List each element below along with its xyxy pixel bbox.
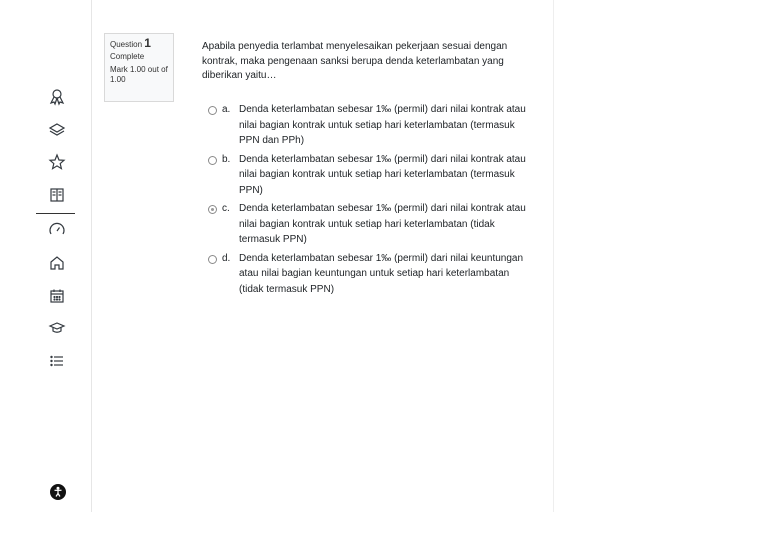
home-icon[interactable] (48, 254, 66, 272)
radio-button[interactable] (208, 156, 217, 165)
badges-icon[interactable] (48, 88, 66, 106)
star-icon[interactable] (48, 153, 66, 171)
question-label: Question (110, 40, 143, 49)
answer-text[interactable]: Denda keterlambatan sebesar 1‰ (permil) dari nilai kontrak atau nilai bagian kontrak untuk setiap hari keterlambatan (termasuk PPN) (239, 153, 526, 196)
answer-option-c[interactable] (206, 201, 536, 248)
question-info-box (104, 33, 174, 102)
answer-letter: a. (222, 104, 231, 115)
answer-letter: c. (222, 203, 230, 214)
list-icon[interactable] (48, 352, 66, 370)
question-number: 1 (144, 36, 151, 50)
answer-list (206, 102, 536, 300)
answer-text[interactable]: Denda keterlambatan sebesar 1‰ (permil) dari nilai kontrak atau nilai bagian kontrak untuk setiap hari keterlambatan (termasuk PPN dan PPh) (239, 104, 526, 146)
question-mark: Mark 1.00 out of 1.00 (110, 65, 168, 84)
question-number-line (110, 37, 168, 51)
answer-letter: d. (222, 252, 231, 264)
dashboard-icon[interactable] (48, 221, 66, 239)
answer-text[interactable]: Denda keterlambatan sebesar 1‰ (permil) dari nilai kontrak atau nilai bagian kontrak untuk setiap hari keterlambatan (tidak termasuk PPN) (239, 203, 526, 245)
answer-option-d[interactable] (206, 251, 536, 298)
layers-icon[interactable] (48, 121, 66, 139)
answer-letter: b. (222, 153, 231, 165)
radio-button[interactable] (208, 106, 217, 115)
calendar-icon[interactable] (48, 287, 66, 305)
question-status: Complete (110, 52, 145, 61)
radio-button-selected[interactable] (208, 205, 217, 214)
book-icon[interactable] (48, 186, 66, 204)
nav-divider (36, 213, 75, 214)
accessibility-icon[interactable] (50, 484, 66, 500)
graduation-cap-icon[interactable] (48, 319, 66, 337)
answer-text[interactable]: Denda keterlambatan sebesar 1‰ (permil) dari nilai keuntungan atau nilai bagian keuntungan untuk setiap hari keterlambatan (tidak termasuk PPN) (239, 252, 524, 295)
radio-button[interactable] (208, 255, 217, 264)
content-right-border (553, 0, 554, 512)
answer-option-a[interactable] (206, 102, 536, 149)
left-sidebar (0, 0, 92, 512)
answer-option-b[interactable] (206, 152, 536, 199)
question-text: Apabila penyedia terlambat menyelesaikan pekerjaan sesuai dengan kontrak, maka pengenaan sanksi berupa denda keterlambatan yang diberikan yaitu… (202, 41, 508, 81)
